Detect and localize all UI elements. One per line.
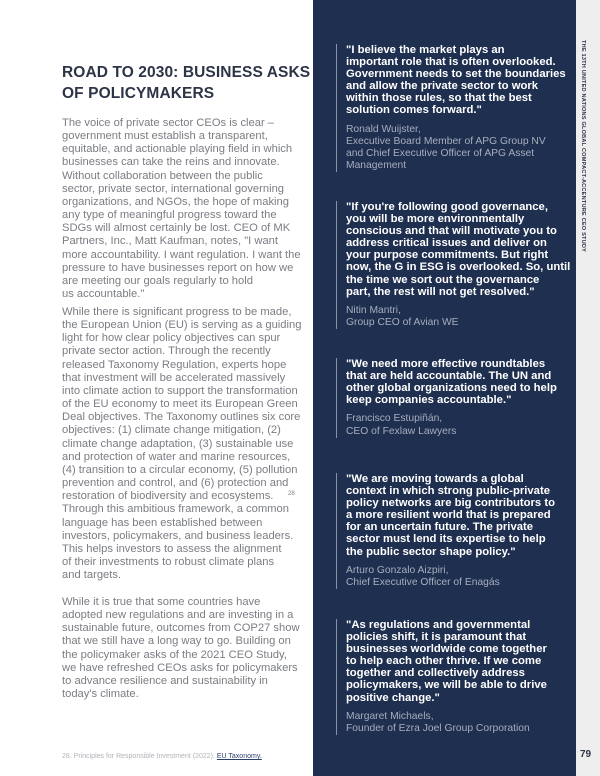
page-title: [62, 62, 310, 104]
quote-line: solution comes forward.": [346, 104, 482, 117]
attribution-line: Ronald Wuijster,: [346, 123, 421, 135]
quote-text: [346, 358, 557, 406]
side-label: THE 13TH UNITED NATIONS GLOBAL COMPACT-ACCENTURE CEO STUDY: [580, 40, 586, 253]
quote-attribution: [346, 565, 555, 589]
attribution-line: and Chief Executive Officer of APG Asset: [346, 147, 535, 159]
quote-line: sector must lend its expertise to help: [346, 533, 546, 546]
attribution-line: Chief Executive Officer of Enagás: [346, 576, 500, 588]
paragraph-line: sector, private sector, international governing: [62, 182, 285, 195]
paragraph-line: private sector action. Through the recently: [62, 345, 271, 358]
paragraph-line: any type of meaningful progress toward the: [62, 209, 277, 222]
paragraph-line: SDGs will almost certainly be lost. CEO of MK: [62, 222, 291, 235]
attribution-line: Founder of Ezra Joel Group Corporation: [346, 722, 530, 734]
title-line: OF POLICYMAKERS: [62, 85, 215, 102]
attribution-line: Management: [346, 160, 407, 172]
quote-line: together and collectively address: [346, 667, 525, 680]
paragraph-line: Deal objectives. The Taxonomy outlines six core: [62, 411, 301, 424]
paragraph-line: to advance resilience and sustainability in: [62, 674, 268, 687]
quote-line: "We need more effective roundtables: [346, 358, 546, 370]
quote-line: conscious and that will motivate you to: [346, 225, 557, 238]
quote-line: other global organizations need to help: [346, 382, 557, 395]
attribution-line: Group CEO of Avian WE: [346, 316, 459, 328]
paragraph-line: investors, policymakers, and business leaders.: [62, 529, 294, 542]
paragraph-line: While there is significant progress to be made,: [62, 306, 292, 318]
paragraph-line: us accountable.": [62, 288, 145, 301]
attribution-line: Margaret Michaels,: [346, 710, 434, 722]
paragraph-line: today's climate.: [62, 688, 139, 701]
quote-attribution: [346, 711, 547, 735]
quote-line: address critical issues and deliver on: [346, 237, 547, 250]
paragraph-line: we have refreshed CEOs asks for policymakers: [62, 661, 298, 674]
quote-line: policymakers, we will be able to drive: [346, 679, 547, 692]
paragraph-line: that we still have a long way to go. Building on: [62, 635, 291, 648]
paragraph-line: and targets.: [62, 569, 122, 582]
quote-line: policies shift, it is paramount that: [346, 631, 527, 644]
paragraph-line: released Taxonomy Regulation, experts hope: [62, 358, 287, 371]
quote-line: the time we sort out the governance: [346, 273, 540, 286]
paragraph-line: adopted new regulations and are investing in a: [62, 609, 294, 622]
quote-line: your purpose commitments. But right: [346, 249, 549, 262]
paragraph-line: of their investments to robust climate plans: [62, 555, 275, 568]
quote-text: [346, 44, 566, 117]
quote-line: businesses worldwide come together: [346, 643, 547, 656]
paragraph-cop27: [62, 596, 300, 701]
quote-attribution: [346, 305, 570, 329]
paragraph-line: equitable, and actionable playing field in which: [62, 143, 293, 156]
quote-line: keep companies accountable.": [346, 394, 512, 407]
attribution-line: Arturo Gonzalo Aizpiri,: [346, 564, 449, 576]
footnote-text: 28. Principles for Responsible Investment (2022).: [62, 753, 215, 760]
paragraph-line: more accountability. I want regulation. I want the: [62, 248, 301, 261]
quote-line: the public sector shape policy.": [346, 545, 516, 558]
quote-text: [346, 619, 547, 704]
quote-line: and allow the private sector to work: [346, 80, 539, 93]
quote-line: context in which strong public-private: [346, 485, 550, 498]
paragraph-line: sustainable future, outcomes from COP27 show: [62, 622, 300, 635]
paragraph-line: (4) transition to a circular economy, (5) pollution: [62, 463, 298, 476]
attribution-line: CEO of Fexlaw Lawyers: [346, 425, 457, 437]
quote-attribution: [346, 124, 566, 173]
paragraph-line: The voice of private sector CEOs is clear –: [62, 117, 275, 129]
paragraph-line: and protection of water and marine resources,: [62, 450, 291, 463]
paragraph-intro: [62, 117, 301, 301]
quote-line: Government needs to set the boundaries: [346, 68, 566, 81]
attribution-line: Nitin Mantri,: [346, 304, 401, 316]
quote-attribution: [346, 413, 557, 437]
paragraph-line: into climate action to support the transformation: [62, 384, 298, 397]
quote-line: "We are moving towards a global: [346, 473, 524, 485]
paragraph-line: the policymaker asks of the 2021 CEO Study,: [62, 648, 287, 661]
paragraph-line: are meeting our goals regularly to hold: [62, 274, 253, 287]
paragraph-line: government must establish a transparent,: [62, 130, 268, 143]
footnote-ref: 28: [288, 491, 295, 498]
quote-line: important role that is often overlooked.: [346, 56, 556, 69]
quote-line: positive change.": [346, 691, 440, 704]
paragraph-line: restoration of biodiversity and ecosystems.: [62, 490, 274, 503]
attribution-line: Francisco Estupiñán,: [346, 413, 443, 425]
quote-line: for an uncertain future. The private: [346, 521, 534, 534]
quote-line: "As regulations and governmental: [346, 619, 531, 631]
quote-line: that are held accountable. The UN and: [346, 370, 552, 383]
paragraph-eu-taxonomy: [62, 306, 301, 582]
quote-line: now, the G in ESG is overlooked. So, until: [346, 261, 571, 274]
paragraph-line: light for how clear policy objectives can spur: [62, 332, 281, 345]
page-number: 79: [580, 749, 592, 760]
quote-line: "I believe the market plays an: [346, 44, 505, 56]
quote-block: [336, 473, 555, 589]
quote-text: [346, 201, 570, 298]
footnote-link[interactable]: EU Taxonomy.: [216, 753, 262, 760]
title-line: ROAD TO 2030: BUSINESS ASKS: [62, 64, 311, 81]
paragraph-line: This helps investors to assess the alignment: [62, 542, 282, 555]
quote-line: you will be more environmentally: [346, 213, 525, 226]
paragraph-line: the European Union (EU) is serving as a guiding: [62, 319, 302, 332]
quote-text: [346, 473, 555, 558]
quote-line: to help each other thrive. If we come: [346, 655, 542, 668]
quote-line: "If you're following good governance,: [346, 201, 548, 213]
paragraph-line: Without collaboration between the public: [62, 169, 263, 182]
paragraph-line: organizations, and NGOs, the hope of making: [62, 195, 289, 208]
paragraph-line: prevention and control, and (6) protection and: [62, 477, 289, 490]
paragraph-line: of the EU economy to meet its European Green: [62, 398, 298, 411]
paragraph-line: that investment will be accelerated massively: [62, 371, 286, 384]
quote-block: [336, 44, 566, 172]
paragraph-line: Partners, Inc., Matt Kaufman, notes, "I want: [62, 235, 279, 248]
quote-line: a more resilient world that is prepared: [346, 509, 551, 522]
quote-line: within those rules, so that the best: [346, 92, 532, 105]
paragraph-line: climate change adaptation, (3) sustainable use: [62, 437, 294, 450]
attribution-line: Executive Board Member of APG Group NV: [346, 135, 546, 147]
paragraph-line: While it is true that some countries have: [62, 596, 261, 608]
paragraph-line: Through this ambitious framework, a common: [62, 503, 289, 516]
quote-line: policy networks are big contributors to: [346, 497, 556, 510]
quote-block: [336, 201, 570, 329]
paragraph-line: language has been established between: [62, 516, 263, 529]
paragraph-line: objectives: (1) climate change mitigation, (2): [62, 424, 281, 437]
footnote: [62, 753, 262, 760]
paragraph-line: pressure to have businesses report on how we: [62, 261, 294, 274]
quote-block: [336, 619, 547, 735]
paragraph-line: businesses can take the reins and innovate.: [62, 156, 280, 169]
quote-line: part, the rest will not get resolved.": [346, 285, 535, 298]
quote-block: [336, 358, 557, 438]
